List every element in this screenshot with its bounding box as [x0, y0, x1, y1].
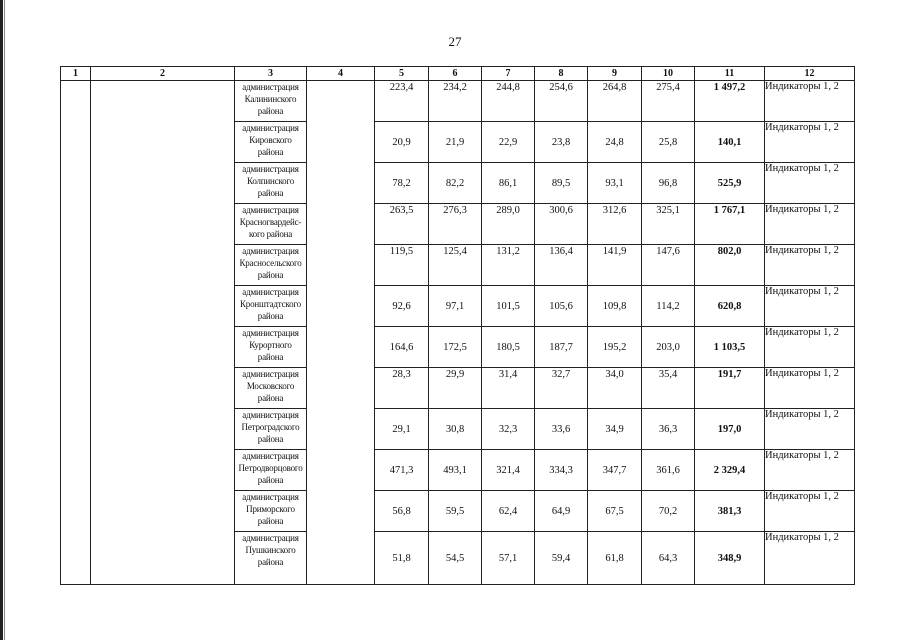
year-value-cell: 141,9 — [588, 245, 642, 286]
year-value-cell: 30,8 — [429, 409, 482, 450]
year-value-cell: 164,6 — [375, 327, 429, 368]
year-value-cell: 275,4 — [642, 81, 695, 122]
year-value-cell: 147,6 — [642, 245, 695, 286]
total-cell: 1 767,1 — [695, 204, 765, 245]
year-value-cell: 187,7 — [535, 327, 588, 368]
indicator-cell: Индикаторы 1, 2 — [765, 491, 855, 532]
executor-line: Красногвардейс- — [239, 217, 302, 227]
year-value-cell: 33,6 — [535, 409, 588, 450]
year-value-cell: 347,7 — [588, 450, 642, 491]
year-value-cell: 244,8 — [482, 81, 535, 122]
column-header: 7 — [482, 67, 535, 81]
year-value-cell: 67,5 — [588, 491, 642, 532]
year-value-cell: 172,5 — [429, 327, 482, 368]
year-value-cell: 59,5 — [429, 491, 482, 532]
executor-line: района — [257, 106, 284, 116]
executor-line: района — [257, 434, 284, 444]
year-value-cell: 105,6 — [535, 286, 588, 327]
year-value-cell: 109,8 — [588, 286, 642, 327]
total-cell: 620,8 — [695, 286, 765, 327]
year-value-cell: 64,3 — [642, 532, 695, 585]
executor-line: Кировского — [249, 135, 292, 145]
executor-line: района — [257, 516, 284, 526]
column-header: 8 — [535, 67, 588, 81]
year-value-cell: 195,2 — [588, 327, 642, 368]
year-value-cell: 32,7 — [535, 368, 588, 409]
executor-cell — [235, 368, 307, 409]
year-value-cell: 78,2 — [375, 163, 429, 204]
year-value-cell: 493,1 — [429, 450, 482, 491]
executor-cell — [235, 450, 307, 491]
year-value-cell: 57,1 — [482, 532, 535, 585]
executor-line: администрация — [242, 123, 299, 133]
column-header: 5 — [375, 67, 429, 81]
indicator-cell: Индикаторы 1, 2 — [765, 327, 855, 368]
total-cell: 1 497,2 — [695, 81, 765, 122]
executor-line: Пушкинского — [245, 545, 296, 555]
executor-line: администрация — [242, 82, 299, 92]
year-value-cell: 136,4 — [535, 245, 588, 286]
column-header: 11 — [695, 67, 765, 81]
year-value-cell: 312,6 — [588, 204, 642, 245]
executor-cell — [235, 81, 307, 122]
year-value-cell: 25,8 — [642, 122, 695, 163]
executor-cell — [235, 409, 307, 450]
budget-table — [60, 66, 855, 585]
executor-line: администрация — [242, 287, 299, 297]
year-value-cell: 96,8 — [642, 163, 695, 204]
executor-cell — [235, 163, 307, 204]
executor-line: района — [257, 188, 284, 198]
executor-line: Кронштадтского — [240, 299, 301, 309]
year-value-cell: 101,5 — [482, 286, 535, 327]
column-header: 1 — [61, 67, 91, 81]
year-value-cell: 289,0 — [482, 204, 535, 245]
indicator-cell: Индикаторы 1, 2 — [765, 532, 855, 585]
year-value-cell: 31,4 — [482, 368, 535, 409]
year-value-cell: 32,3 — [482, 409, 535, 450]
year-value-cell: 35,4 — [642, 368, 695, 409]
year-value-cell: 29,9 — [429, 368, 482, 409]
year-value-cell: 361,6 — [642, 450, 695, 491]
total-cell: 348,9 — [695, 532, 765, 585]
year-value-cell: 334,3 — [535, 450, 588, 491]
cell-col4-empty — [307, 81, 375, 585]
executor-line: района — [257, 147, 284, 157]
column-header: 10 — [642, 67, 695, 81]
executor-line: Красносельского — [239, 258, 302, 268]
year-value-cell: 34,9 — [588, 409, 642, 450]
column-header: 4 — [307, 67, 375, 81]
executor-line: Петроградского — [241, 422, 300, 432]
year-value-cell: 59,4 — [535, 532, 588, 585]
indicator-cell: Индикаторы 1, 2 — [765, 163, 855, 204]
indicator-cell: Индикаторы 1, 2 — [765, 450, 855, 491]
year-value-cell: 34,0 — [588, 368, 642, 409]
year-value-cell: 89,5 — [535, 163, 588, 204]
total-cell: 381,3 — [695, 491, 765, 532]
year-value-cell: 325,1 — [642, 204, 695, 245]
year-value-cell: 62,4 — [482, 491, 535, 532]
year-value-cell: 264,8 — [588, 81, 642, 122]
total-cell: 2 329,4 — [695, 450, 765, 491]
executor-line: администрация — [242, 451, 299, 461]
year-value-cell: 203,0 — [642, 327, 695, 368]
year-value-cell: 21,9 — [429, 122, 482, 163]
executor-line: Приморского — [246, 504, 295, 514]
total-cell: 140,1 — [695, 122, 765, 163]
total-cell: 197,0 — [695, 409, 765, 450]
executor-line: администрация — [242, 410, 299, 420]
year-value-cell: 180,5 — [482, 327, 535, 368]
year-value-cell: 82,2 — [429, 163, 482, 204]
column-header: 12 — [765, 67, 855, 81]
indicator-cell: Индикаторы 1, 2 — [765, 122, 855, 163]
year-value-cell: 125,4 — [429, 245, 482, 286]
indicator-cell: Индикаторы 1, 2 — [765, 204, 855, 245]
year-value-cell: 20,9 — [375, 122, 429, 163]
year-value-cell: 22,9 — [482, 122, 535, 163]
year-value-cell: 24,8 — [588, 122, 642, 163]
page-number: 27 — [448, 34, 462, 49]
year-value-cell: 61,8 — [588, 532, 642, 585]
year-value-cell: 276,3 — [429, 204, 482, 245]
executor-line: Петродворцового — [238, 463, 303, 473]
executor-line: Колпинского — [246, 176, 295, 186]
year-value-cell: 36,3 — [642, 409, 695, 450]
year-value-cell: 29,1 — [375, 409, 429, 450]
column-header: 9 — [588, 67, 642, 81]
executor-line: района — [257, 270, 284, 280]
year-value-cell: 131,2 — [482, 245, 535, 286]
executor-cell — [235, 286, 307, 327]
executor-line: района — [257, 311, 284, 321]
total-cell: 191,7 — [695, 368, 765, 409]
executor-line: района — [257, 352, 284, 362]
year-value-cell: 70,2 — [642, 491, 695, 532]
indicator-cell: Индикаторы 1, 2 — [765, 81, 855, 122]
executor-line: района — [257, 557, 284, 567]
executor-line: администрация — [242, 533, 299, 543]
year-value-cell: 321,4 — [482, 450, 535, 491]
table-body — [61, 81, 855, 585]
year-value-cell: 23,8 — [535, 122, 588, 163]
year-value-cell: 93,1 — [588, 163, 642, 204]
year-value-cell: 119,5 — [375, 245, 429, 286]
indicator-cell: Индикаторы 1, 2 — [765, 286, 855, 327]
executor-cell — [235, 204, 307, 245]
executor-line: администрация — [242, 328, 299, 338]
executor-line: Калининского — [244, 94, 297, 104]
executor-cell — [235, 245, 307, 286]
executor-line: администрация — [242, 492, 299, 502]
executor-line: Курортного — [249, 340, 292, 350]
cell-col1-empty — [61, 81, 91, 585]
indicator-cell: Индикаторы 1, 2 — [765, 245, 855, 286]
year-value-cell: 86,1 — [482, 163, 535, 204]
total-cell: 1 103,5 — [695, 327, 765, 368]
executor-line: администрация — [242, 164, 299, 174]
year-value-cell: 223,4 — [375, 81, 429, 122]
column-number-row — [61, 67, 855, 81]
cell-col2-empty — [91, 81, 235, 585]
column-header: 6 — [429, 67, 482, 81]
scan-left-edge-line — [4, 0, 5, 640]
executor-line: администрация — [242, 246, 299, 256]
executor-cell — [235, 122, 307, 163]
year-value-cell: 300,6 — [535, 204, 588, 245]
year-value-cell: 56,8 — [375, 491, 429, 532]
year-value-cell: 54,5 — [429, 532, 482, 585]
executor-cell — [235, 491, 307, 532]
table-row — [61, 81, 855, 122]
executor-cell — [235, 327, 307, 368]
column-header: 3 — [235, 67, 307, 81]
year-value-cell: 28,3 — [375, 368, 429, 409]
executor-line: администрация — [242, 369, 299, 379]
column-header: 2 — [91, 67, 235, 81]
year-value-cell: 263,5 — [375, 204, 429, 245]
executor-line: района — [257, 393, 284, 403]
total-cell: 525,9 — [695, 163, 765, 204]
year-value-cell: 234,2 — [429, 81, 482, 122]
executor-cell — [235, 532, 307, 585]
executor-line: администрация — [242, 205, 299, 215]
executor-line: кого района — [248, 229, 293, 239]
year-value-cell: 64,9 — [535, 491, 588, 532]
year-value-cell: 114,2 — [642, 286, 695, 327]
indicator-cell: Индикаторы 1, 2 — [765, 368, 855, 409]
executor-line: Московского — [246, 381, 295, 391]
executor-line: района — [257, 475, 284, 485]
year-value-cell: 254,6 — [535, 81, 588, 122]
total-cell: 802,0 — [695, 245, 765, 286]
year-value-cell: 92,6 — [375, 286, 429, 327]
year-value-cell: 51,8 — [375, 532, 429, 585]
scan-left-edge — [0, 0, 3, 640]
indicator-cell: Индикаторы 1, 2 — [765, 409, 855, 450]
year-value-cell: 97,1 — [429, 286, 482, 327]
year-value-cell: 471,3 — [375, 450, 429, 491]
